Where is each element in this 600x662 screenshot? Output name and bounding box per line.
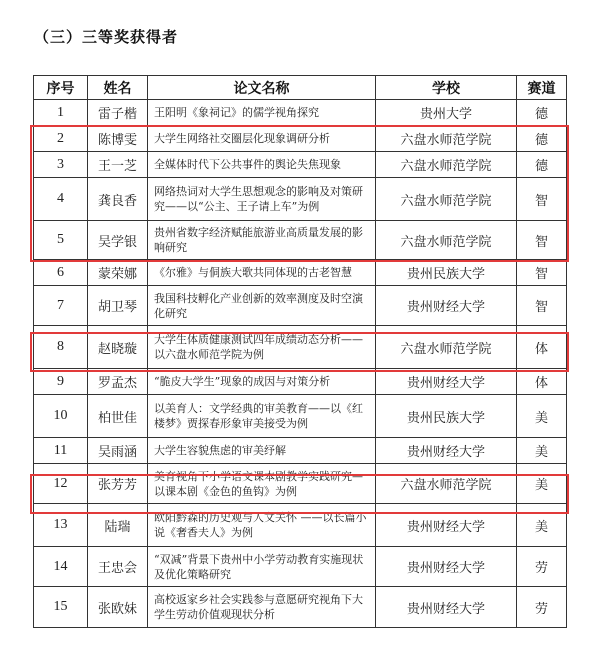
header-title: 论文名称 — [148, 76, 376, 100]
cell-number: 14 — [34, 547, 88, 587]
table-row — [34, 326, 567, 369]
table-row — [34, 126, 567, 152]
cell-name: 蒙荣娜 — [88, 260, 148, 286]
table-row — [34, 395, 567, 438]
cell-paper-title: “双减”背景下贵州中小学劳动教育实施现状及优化策略研究 — [148, 547, 376, 587]
cell-track: 劳 — [517, 547, 567, 587]
cell-name: 赵晓璇 — [88, 326, 148, 369]
cell-track: 德 — [517, 152, 567, 178]
cell-name: 王一芝 — [88, 152, 148, 178]
cell-track: 劳 — [517, 587, 567, 628]
cell-paper-title: 《尔雅》与侗族大歌共同体现的古老智慧 — [148, 260, 376, 286]
cell-number: 9 — [34, 369, 88, 395]
table-row — [34, 100, 567, 126]
cell-paper-title: “脆皮大学生”现象的成因与对策分析 — [148, 369, 376, 395]
cell-name: 陆瑞 — [88, 504, 148, 547]
cell-school: 六盘水师范学院 — [376, 152, 517, 178]
cell-school: 贵州财经大学 — [376, 547, 517, 587]
table-row — [34, 464, 567, 504]
cell-school: 贵州民族大学 — [376, 260, 517, 286]
cell-number: 12 — [34, 464, 88, 504]
cell-name: 王忠会 — [88, 547, 148, 587]
cell-paper-title: 大学生体质健康测试四年成绩动态分析——以六盘水师范学院为例 — [148, 326, 376, 369]
cell-school: 贵州财经大学 — [376, 438, 517, 464]
cell-number: 15 — [34, 587, 88, 628]
cell-track: 美 — [517, 504, 567, 547]
cell-school: 六盘水师范学院 — [376, 326, 517, 369]
cell-track: 德 — [517, 100, 567, 126]
cell-paper-title: 网络热词对大学生思想观念的影响及对策研究——以“公主、王子请上车”为例 — [148, 178, 376, 221]
cell-number: 6 — [34, 260, 88, 286]
cell-number: 8 — [34, 326, 88, 369]
cell-number: 13 — [34, 504, 88, 547]
cell-school: 六盘水师范学院 — [376, 178, 517, 221]
cell-paper-title: 美育视角下小学语文课本剧教学实践研究—以课本剧《金色的鱼钩》为例 — [148, 464, 376, 504]
table-row — [34, 221, 567, 260]
cell-name: 张欧妹 — [88, 587, 148, 628]
table-row — [34, 260, 567, 286]
cell-number: 3 — [34, 152, 88, 178]
section-heading: （三）三等奖获得者 — [34, 28, 179, 46]
cell-track: 体 — [517, 369, 567, 395]
cell-school: 贵州财经大学 — [376, 587, 517, 628]
cell-school: 六盘水师范学院 — [376, 221, 517, 260]
cell-name: 胡卫琴 — [88, 286, 148, 326]
cell-name: 龚良香 — [88, 178, 148, 221]
header-no: 序号 — [34, 76, 88, 100]
cell-school: 六盘水师范学院 — [376, 464, 517, 504]
cell-number: 11 — [34, 438, 88, 464]
table-row — [34, 504, 567, 547]
cell-school: 贵州财经大学 — [376, 504, 517, 547]
cell-paper-title: 大学生容貌焦虑的审美纾解 — [148, 438, 376, 464]
cell-paper-title: 我国科技孵化产业创新的效率测度及时空演化研究 — [148, 286, 376, 326]
cell-school: 贵州财经大学 — [376, 369, 517, 395]
cell-track: 德 — [517, 126, 567, 152]
cell-track: 智 — [517, 221, 567, 260]
cell-number: 4 — [34, 178, 88, 221]
table-row — [34, 178, 567, 221]
table-row — [34, 286, 567, 326]
cell-name: 柏世佳 — [88, 395, 148, 438]
cell-name: 陈博雯 — [88, 126, 148, 152]
table-row — [34, 547, 567, 587]
cell-number: 2 — [34, 126, 88, 152]
cell-track: 智 — [517, 260, 567, 286]
table-header-row — [34, 76, 567, 100]
header-track: 赛道 — [517, 76, 567, 100]
cell-number: 7 — [34, 286, 88, 326]
cell-number: 5 — [34, 221, 88, 260]
cell-school: 贵州财经大学 — [376, 286, 517, 326]
cell-paper-title: 全媒体时代下公共事件的舆论失焦现象 — [148, 152, 376, 178]
table-row — [34, 152, 567, 178]
cell-paper-title: 王阳明《象祠记》的儒学视角探究 — [148, 100, 376, 126]
cell-track: 美 — [517, 395, 567, 438]
table-row — [34, 369, 567, 395]
cell-paper-title: 以美育人：文学经典的审美教育——以《红楼梦》贾探春形象审美接受为例 — [148, 395, 376, 438]
cell-number: 10 — [34, 395, 88, 438]
table-row — [34, 587, 567, 628]
header-name: 姓名 — [88, 76, 148, 100]
cell-track: 智 — [517, 178, 567, 221]
cell-paper-title: 欧阳黔森的历史观与人文关怀 ——以长篇小说《奢香夫人》为例 — [148, 504, 376, 547]
cell-paper-title: 贵州省数字经济赋能旅游业高质量发展的影响研究 — [148, 221, 376, 260]
header-school: 学校 — [376, 76, 517, 100]
cell-number: 1 — [34, 100, 88, 126]
cell-paper-title: 大学生网络社交圈层化现象调研分析 — [148, 126, 376, 152]
cell-track: 美 — [517, 464, 567, 504]
cell-name: 吴学银 — [88, 221, 148, 260]
cell-track: 美 — [517, 438, 567, 464]
cell-track: 智 — [517, 286, 567, 326]
cell-name: 吴雨涵 — [88, 438, 148, 464]
cell-track: 体 — [517, 326, 567, 369]
cell-name: 雷子楷 — [88, 100, 148, 126]
awards-table — [33, 75, 567, 628]
cell-school: 贵州民族大学 — [376, 395, 517, 438]
cell-school: 贵州大学 — [376, 100, 517, 126]
table-row — [34, 438, 567, 464]
cell-name: 罗孟杰 — [88, 369, 148, 395]
cell-paper-title: 高校返家乡社会实践参与意愿研究视角下大学生劳动价值观现状分析 — [148, 587, 376, 628]
cell-school: 六盘水师范学院 — [376, 126, 517, 152]
cell-name: 张芳芳 — [88, 464, 148, 504]
